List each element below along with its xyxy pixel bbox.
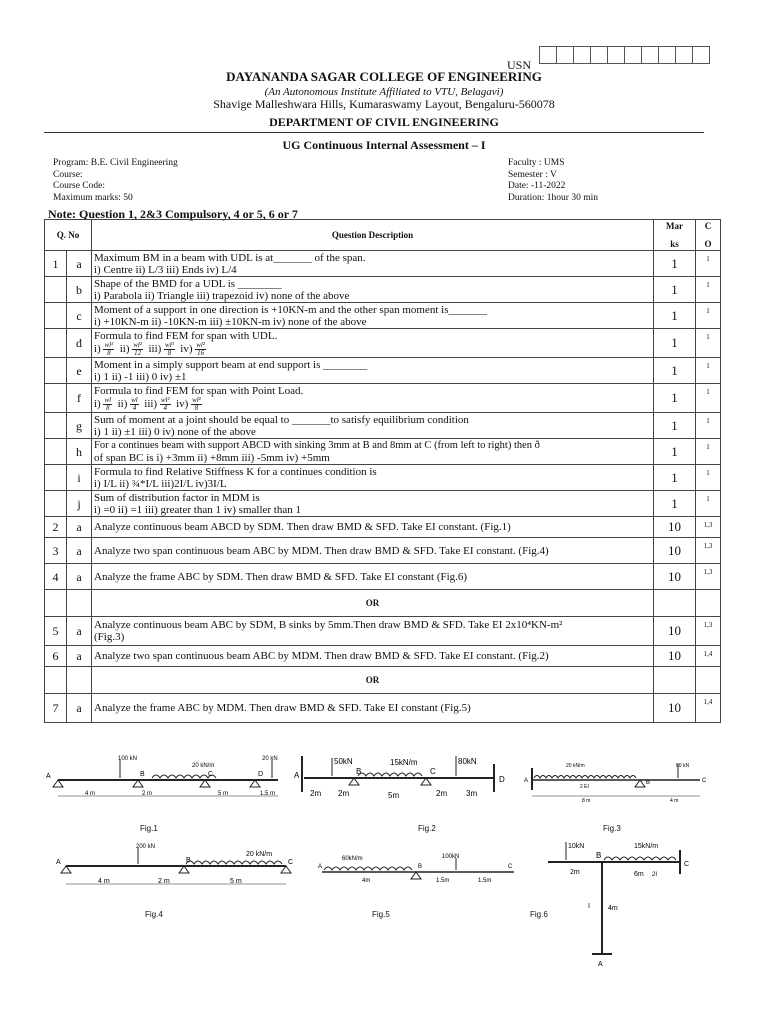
header-qno: Q. No <box>45 220 92 251</box>
span-label: 2m <box>436 789 448 798</box>
question-number: 1 <box>45 251 67 277</box>
question-text <box>92 329 654 358</box>
sub-question: c <box>67 303 92 329</box>
course-outcome: 1 <box>696 413 721 439</box>
course-outcome: 1,4 <box>696 646 721 667</box>
header-co <box>696 220 721 251</box>
node-label: C <box>684 861 690 868</box>
usn-box[interactable] <box>658 46 676 64</box>
question-options: i) +10KN-m ii) -10KN-m iii) ±10KN-m iv) none of the above <box>94 315 367 328</box>
fig2-caption: Fig.2 <box>418 824 436 833</box>
question-options: i) I/L ii) ¾*I/L iii)2I/L iv)3I/L <box>94 477 227 490</box>
question-options: i) =0 ii) =1 iii) greater than 1 iv) smaller than 1 <box>94 503 301 516</box>
question-text: Analyze two span continuous beam ABC by MDM. Then draw BMD & SFD. Take EI constant. (Fig.2) <box>92 646 654 667</box>
question-options: of span BC is i) +3mm ii) +8mm iii) -5mm iv) +5mm <box>94 451 330 464</box>
formula-fraction: $\frac{wl}{8}$ <box>104 395 112 412</box>
span-label: 1.5m <box>436 878 450 884</box>
sub-question: a <box>67 517 92 538</box>
question-line: For a continues beam with support ABCD with sinking 3mm at B and 8mm at C (from left to right) then ð <box>94 439 540 451</box>
fig5-caption: Fig.5 <box>372 910 390 919</box>
node-label: B <box>596 851 602 860</box>
usn-box[interactable] <box>624 46 642 64</box>
span-label: 2m <box>338 789 350 798</box>
marks: 1 <box>654 277 696 303</box>
course-outcome: 1 <box>696 358 721 384</box>
college-affiliation: (An Autonomous Institute Affiliated to VTU, Belagavi) <box>264 86 504 98</box>
support-icon <box>635 780 645 787</box>
course-outcome: 1 <box>696 384 721 413</box>
height-label: 4m <box>608 905 618 912</box>
support-icon <box>349 778 431 785</box>
table-row <box>45 358 721 384</box>
question-text <box>92 439 654 465</box>
question-line: (Fig.3) <box>94 631 125 643</box>
node-label: C <box>208 771 214 778</box>
question-options: i) $\frac{\text{wl²}}{8}$ ii) $\frac{\text{wl²}}{12}$ iii) $\frac{\text{wl³}}{8}$ iv) $\frac{\text{wl²}}{16}$ <box>94 340 205 357</box>
load-label: 20 kN <box>262 756 278 762</box>
usn-box[interactable] <box>641 46 659 64</box>
marks: 1 <box>654 439 696 465</box>
udl-label: 60kN/m <box>342 856 363 862</box>
question-options: i) 1 ii) ±1 iii) 0 iv) none of the above <box>94 425 256 438</box>
formula-fraction: $\frac{\text{wl²}}{4}$ <box>160 395 170 412</box>
formula-fraction: $\frac{\text{wl²}}{8}$ <box>192 395 201 412</box>
question-line: Moment in a simply support beam at end support is ________ <box>94 358 368 371</box>
question-line: Sum of distribution factor in MDM is <box>94 491 260 504</box>
sub-question: g <box>67 413 92 439</box>
marks: 1 <box>654 465 696 491</box>
question-text <box>92 491 654 517</box>
table-row <box>45 384 721 413</box>
question-text <box>92 303 654 329</box>
udl-wave <box>534 776 636 779</box>
usn-box[interactable] <box>692 46 710 64</box>
span-label: 2m <box>310 789 322 798</box>
question-number: 6 <box>45 646 67 667</box>
span-label: 3m <box>466 789 478 798</box>
course-info <box>53 158 178 204</box>
udl-wave <box>604 857 676 860</box>
question-line: Sum of moment at a joint should be equal to _______to satisfy equilibrium condition <box>94 413 469 426</box>
course-outcome: 1,4 <box>696 694 721 723</box>
course-outcome: 1 <box>696 465 721 491</box>
table-row <box>45 617 721 646</box>
load-label: 10kN <box>568 843 585 850</box>
support-icon <box>411 872 421 879</box>
course-outcome: 1 <box>696 277 721 303</box>
or-separator: OR <box>92 590 654 617</box>
course-outcome: 1 <box>696 491 721 517</box>
question-line: Formula to find Relative Stiffness K for a continues condition is <box>94 465 377 478</box>
question-options: i) $\frac{wl}{8}$ ii) $\frac{wl}{4}$ iii) $\frac{\text{wl²}}{4}$ iv) $\frac{\text{wl²}}{8}$ <box>94 395 201 412</box>
udl-wave <box>358 773 422 776</box>
stiffness-label: I <box>588 903 590 910</box>
udl-label: 15kN/m <box>390 758 418 767</box>
question-line: Moment of a support in one direction is +10KN-m and the other span moment is_______ <box>94 303 487 316</box>
udl-wave <box>152 775 216 778</box>
support-icon <box>53 780 260 787</box>
sub-question: a <box>67 694 92 723</box>
marks: 1 <box>654 251 696 277</box>
formula-fraction: $\frac{\text{wl³}}{8}$ <box>165 340 174 357</box>
header-divider <box>44 132 704 133</box>
table-row <box>45 439 721 465</box>
question-text <box>92 465 654 491</box>
marks: 1 <box>654 491 696 517</box>
udl-label: 20 kN/m <box>192 763 215 769</box>
formula-fraction: $\frac{\text{wl²}}{8}$ <box>104 340 114 357</box>
question-line: Maximum BM in a beam with UDL is at_______ of the span. <box>94 251 366 264</box>
header-description: Question Description <box>92 220 654 251</box>
question-options: i) Centre ii) L/3 iii) Ends iv) L/4 <box>94 263 237 276</box>
sub-question: h <box>67 439 92 465</box>
program: Program: B.E. Civil Engineering <box>53 158 178 168</box>
span-label: 5 m <box>230 878 242 885</box>
table-row <box>45 329 721 358</box>
udl-label: 20 kN/m <box>566 763 585 769</box>
faculty: Faculty : UMS <box>508 158 565 168</box>
span-label: 4 m <box>98 878 110 885</box>
formula-fraction: $\frac{\text{wl²}}{12}$ <box>133 340 142 357</box>
question-text <box>92 413 654 439</box>
node-label: B <box>646 780 651 786</box>
table-row <box>45 646 721 667</box>
load-label: 80 kN <box>676 763 690 769</box>
node-label: C <box>508 864 513 870</box>
fig4-diagram <box>50 840 300 900</box>
usn-box[interactable] <box>573 46 591 64</box>
usn-entry-boxes[interactable] <box>540 46 710 64</box>
support-icon <box>61 866 291 873</box>
udl-wave <box>186 861 282 864</box>
max-marks: Maximum marks: 50 <box>53 192 133 203</box>
usn-box[interactable] <box>539 46 557 64</box>
college-address: Shavige Malleshwara Hills, Kumaraswamy Layout, Bengaluru-560078 <box>213 97 555 111</box>
course-outcome: 1 <box>696 329 721 358</box>
marks: 10 <box>654 694 696 723</box>
table-row <box>45 277 721 303</box>
formula-fraction: $\frac{wl}{4}$ <box>131 395 138 412</box>
or-row <box>45 667 721 694</box>
span-label: 2m <box>570 869 580 876</box>
load-label: 100 kN <box>118 756 138 762</box>
stiffness-label: 2 EI <box>580 784 589 790</box>
semester: Semester : V <box>508 169 557 180</box>
fig4-caption: Fig.4 <box>145 910 163 919</box>
course-outcome: 1 <box>696 303 721 329</box>
header-co-bottom: O <box>704 239 712 249</box>
table-row <box>45 413 721 439</box>
marks: 10 <box>654 617 696 646</box>
exam-info <box>508 158 598 204</box>
stiffness-label: 2I <box>652 872 658 878</box>
sub-question: a <box>67 251 92 277</box>
table-row <box>45 251 721 277</box>
course: Course: <box>53 169 83 180</box>
sub-question: e <box>67 358 92 384</box>
question-text <box>92 384 654 413</box>
formula-fraction: $\frac{\text{wl²}}{16}$ <box>196 340 205 357</box>
node-label: A <box>294 771 300 780</box>
question-options: i) Parabola ii) Triangle iii) trapezoid iv) none of the above <box>94 289 350 302</box>
sub-question: b <box>67 277 92 303</box>
node-label: C <box>702 778 707 784</box>
table-row <box>45 538 721 564</box>
usn-box[interactable] <box>590 46 608 64</box>
sub-question: f <box>67 384 92 413</box>
course-outcome: 1,3 <box>696 538 721 564</box>
usn-box[interactable] <box>556 46 574 64</box>
node-label: D <box>258 771 264 778</box>
node-label: B <box>186 857 191 864</box>
course-outcome: 1 <box>696 251 721 277</box>
fig5-diagram <box>318 848 518 888</box>
instructions-note: Note: Question 1, 2&3 Compulsory, 4 or 5, 6 or 7 <box>48 207 298 221</box>
span-label: 5 m <box>218 791 229 797</box>
question-number: 7 <box>45 694 67 723</box>
sub-question: a <box>67 617 92 646</box>
sub-question: a <box>67 646 92 667</box>
or-row <box>45 590 721 617</box>
load-label: 80kN <box>458 757 477 766</box>
node-label: A <box>318 864 323 870</box>
node-label: B <box>140 771 145 778</box>
table-header-row <box>45 220 721 251</box>
table-row <box>45 564 721 590</box>
question-text <box>92 277 654 303</box>
header-co-top: C <box>704 221 712 231</box>
fig6-diagram <box>540 836 690 970</box>
marks: 1 <box>654 384 696 413</box>
duration: Duration: 1hour 30 min <box>508 192 598 203</box>
span-label: 4 m <box>85 791 96 797</box>
question-line: Shape of the BMD for a UDL is ________ <box>94 277 282 290</box>
marks: 1 <box>654 358 696 384</box>
question-text: Analyze two span continuous beam ABC by MDM. Then draw BMD & SFD. Take EI constant. (Fig.4) <box>92 538 654 564</box>
department-title: DEPARTMENT OF CIVIL ENGINEERING <box>269 115 499 129</box>
usn-label: USN <box>507 58 532 72</box>
header-marks-bottom: ks <box>670 239 679 249</box>
question-table <box>44 219 721 723</box>
course-outcome: 1 <box>696 439 721 465</box>
node-label: A <box>598 961 603 968</box>
load-label: 50kN <box>334 757 353 766</box>
fig2-diagram <box>294 752 514 812</box>
span-label: 1.5 m <box>260 791 276 797</box>
table-row <box>45 517 721 538</box>
marks: 10 <box>654 564 696 590</box>
course-outcome: 1,3 <box>696 617 721 646</box>
header-marks-top: Mar <box>666 221 683 231</box>
span-label: 5m <box>388 791 400 800</box>
table-row <box>45 465 721 491</box>
usn-box[interactable] <box>675 46 693 64</box>
sub-question: i <box>67 465 92 491</box>
question-line: Formula to find FEM for span with Point Load. <box>94 384 304 397</box>
course-outcome: 1,3 <box>696 517 721 538</box>
node-label: C <box>430 767 436 776</box>
span-label: 1.5m <box>478 878 492 884</box>
question-text <box>92 617 654 646</box>
span-label: 8 m <box>582 798 591 804</box>
question-text <box>92 358 654 384</box>
node-label: A <box>524 778 529 784</box>
marks: 1 <box>654 303 696 329</box>
table-row <box>45 491 721 517</box>
table-row <box>45 303 721 329</box>
fig1-diagram <box>40 752 290 822</box>
assessment-title: UG Continuous Internal Assessment – I <box>282 138 486 152</box>
node-label: C <box>288 859 294 866</box>
or-separator: OR <box>92 667 654 694</box>
sub-question: a <box>67 538 92 564</box>
marks: 10 <box>654 517 696 538</box>
course-code: Course Code: <box>53 181 105 191</box>
load-label: 200 kN <box>136 844 156 850</box>
marks: 10 <box>654 538 696 564</box>
udl-label: 15kN/m <box>634 843 659 850</box>
question-text: Analyze continuous beam ABCD by SDM. Then draw BMD & SFD. Take EI constant. (Fig.1) <box>92 517 654 538</box>
node-label: B <box>356 767 362 776</box>
fig1-caption: Fig.1 <box>140 824 158 833</box>
question-line: Analyze continuous beam ABC by SDM, B sinks by 5mm.Then draw BMD & SFD. Take EI 2x10⁴KN-m² <box>94 619 563 631</box>
college-name: DAYANANDA SAGAR COLLEGE OF ENGINEERING <box>226 69 542 84</box>
fig3-caption: Fig.3 <box>603 824 621 833</box>
span-label: 6m <box>634 871 644 878</box>
question-text: Analyze the frame ABC by SDM. Then draw BMD & SFD. Take EI constant (Fig.6) <box>92 564 654 590</box>
table-row <box>45 694 721 723</box>
question-number: 3 <box>45 538 67 564</box>
question-options: i) 1 ii) -1 iii) 0 iv) ±1 <box>94 370 187 383</box>
marks: 1 <box>654 329 696 358</box>
span-label: 4m <box>362 878 371 884</box>
sub-question: a <box>67 564 92 590</box>
usn-box[interactable] <box>607 46 625 64</box>
node-label: A <box>56 859 61 866</box>
header-marks <box>654 220 696 251</box>
question-text: Analyze the frame ABC by MDM. Then draw BMD & SFD. Take EI constant (Fig.5) <box>92 694 654 723</box>
question-number: 2 <box>45 517 67 538</box>
marks: 10 <box>654 646 696 667</box>
fig3-diagram <box>520 760 720 810</box>
sub-question: d <box>67 329 92 358</box>
span-label: 4 m <box>670 798 679 804</box>
exam-date: Date: -11-2022 <box>508 181 566 191</box>
fig6-caption: Fig.6 <box>530 910 548 919</box>
question-text <box>92 251 654 277</box>
course-outcome: 1,3 <box>696 564 721 590</box>
udl-wave <box>324 867 412 870</box>
marks: 1 <box>654 413 696 439</box>
load-label: 100kN <box>442 854 460 860</box>
question-number: 5 <box>45 617 67 646</box>
question-line: Formula to find FEM for span with UDL. <box>94 329 278 342</box>
node-label: B <box>418 864 423 870</box>
node-label: D <box>499 775 505 784</box>
span-label: 2 m <box>142 791 153 797</box>
udl-label: 20 kN/m <box>246 851 273 858</box>
span-label: 2 m <box>158 878 170 885</box>
question-number: 4 <box>45 564 67 590</box>
sub-question: j <box>67 491 92 517</box>
node-label: A <box>46 773 51 780</box>
